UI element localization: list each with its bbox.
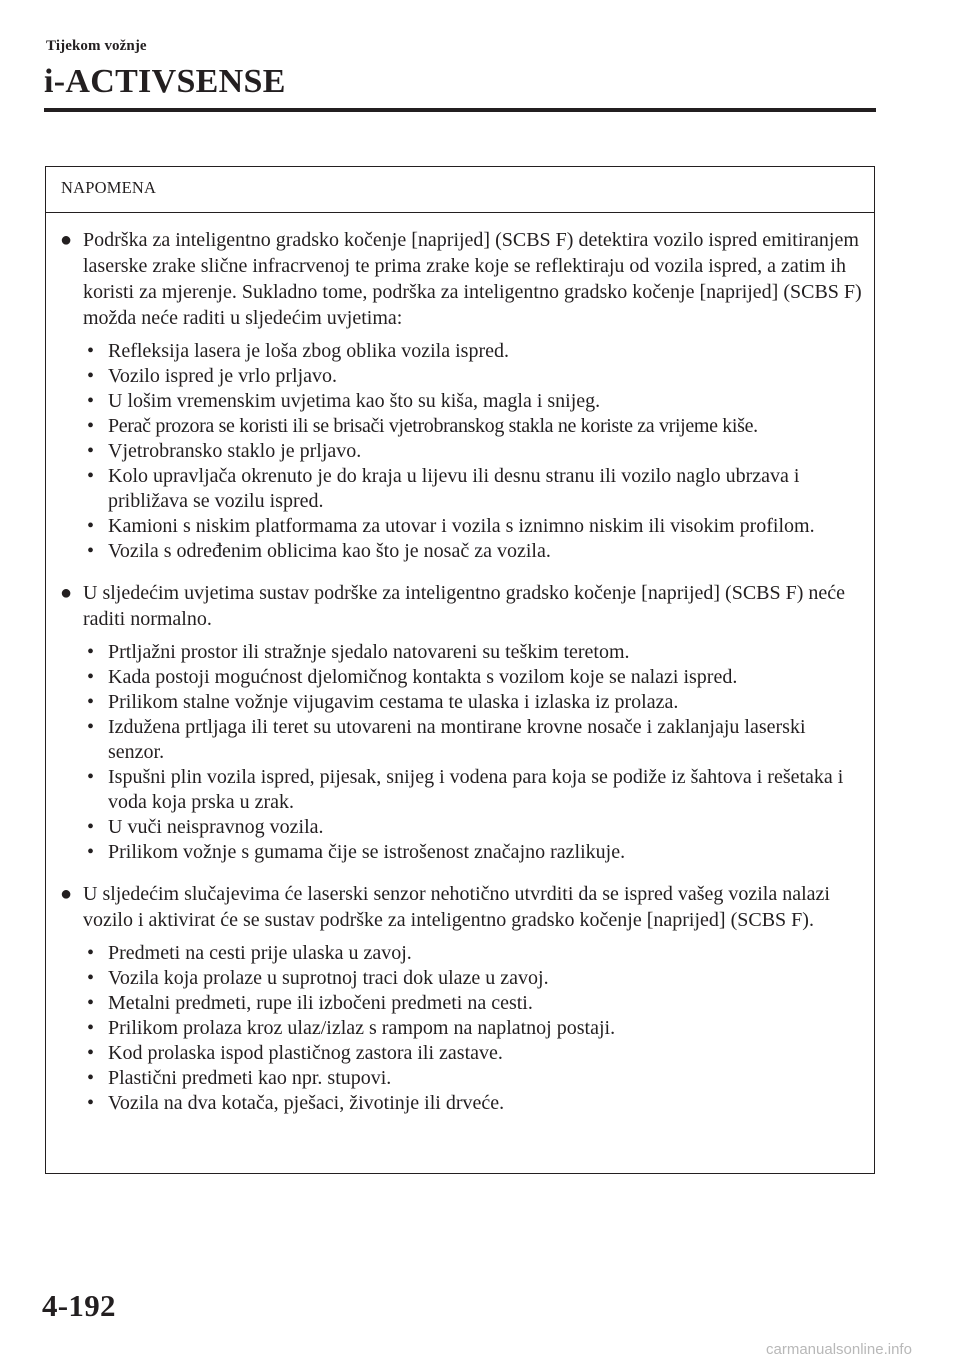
bullet-icon: • <box>87 465 95 487</box>
list-item: • Prilikom prolaza kroz ulaz/izlaz s rampom na naplatnoj postaji. <box>87 1017 616 1039</box>
list-item: • Izdužena prtljaga ili teret su utovareni na montirane krovne nosače i zaklanjaju laserski senzor. <box>87 716 806 763</box>
note-bullet <box>58 881 864 933</box>
list-item: • Ispušni plin vozila ispred, pijesak, snijeg i vodena para koja se podiže iz šahtova i rešetaka i voda koja prska u zrak. <box>87 766 844 813</box>
list-item: • Kamioni s niskim platformama za utovar i vozila s iznimno niskim ili visokim profilom. <box>87 515 815 537</box>
list-item: • U vuči neispravnog vozila. <box>87 816 324 838</box>
bullet-icon: • <box>87 841 95 863</box>
list-item: • Kolo upravljača okrenuto je do kraja u lijevu ili desnu stranu ili vozilo naglo ubrzava i približava se vozilu ispred. <box>87 465 800 512</box>
list-item: • Plastični predmeti kao npr. stupovi. <box>87 1067 392 1089</box>
bullet-icon: • <box>87 967 95 989</box>
note-bullet-text: U sljedećim slučajevima će laserski senzor nehotično utvrditi da se ispred vašeg vozila nalazi vozilo i aktivirat će se sustav podrške za inteligentno gradsko kočenje [naprijed] (SCBS F). <box>83 883 830 931</box>
bullet-icon: • <box>87 1042 95 1064</box>
bullet-icon: • <box>87 515 95 537</box>
bullet-icon: • <box>87 365 95 387</box>
list-item: • Vozila koja prolaze u suprotnoj traci dok ulaze u zavoj. <box>87 967 549 989</box>
bullet-icon: • <box>87 1092 95 1114</box>
bullet-icon: • <box>87 340 95 362</box>
page-number: 4-192 <box>42 1288 116 1323</box>
watermark: carmanualsonline.info <box>766 1341 912 1358</box>
bullet-icon: • <box>87 641 95 663</box>
bullet-icon: • <box>87 415 94 437</box>
bullet-icon: • <box>87 1067 95 1089</box>
title-divider <box>44 108 876 112</box>
bullet-icon: • <box>87 666 95 688</box>
bullet-dot-icon: ● <box>60 229 73 251</box>
list-item: • Metalni predmeti, rupe ili izbočeni predmeti na cesti. <box>87 992 533 1014</box>
list-item: • Prtljažni prostor ili stražnje sjedalo natovareni su teškim teretom. <box>87 641 630 663</box>
note-bullet-text: U sljedećim uvjetima sustav podrške za inteligentno gradsko kočenje [naprijed] (SCBS F) neće raditi normalno. <box>83 582 846 630</box>
bullet-icon: • <box>87 766 95 788</box>
list-item: • Vjetrobransko staklo je prljavo. <box>87 440 362 462</box>
list-item: • Prilikom vožnje s gumama čije se istrošenost značajno razlikuje. <box>87 841 626 863</box>
note-bullet-text: Podrška za inteligentno gradsko kočenje [naprijed] (SCBS F) detektira vozilo ispred emitiranjem laserske zrake slične infracrvenoj te prima zrake koje se reflektiraju od vozila ispred, a zatim ih koristi za mjerenje. Sukladno tome, podrška za inteligentno gradsko kočenje [naprijed] (SCBS F) možda neće raditi u sljedećim uvjetima: <box>83 229 862 329</box>
list-item: • Perač prozora se koristi ili se brisači vjetrobranskog stakla ne koriste za vrijeme kiše. <box>87 415 758 437</box>
list-item: • Predmeti na cesti prije ulaska u zavoj. <box>87 942 412 964</box>
bullet-dot-icon: ● <box>60 883 73 905</box>
bullet-icon: • <box>87 1017 95 1039</box>
list-item: • Vozila na dva kotača, pješaci, životinje ili drveće. <box>87 1092 505 1114</box>
condition-list <box>87 941 864 1116</box>
bullet-icon: • <box>87 942 95 964</box>
bullet-icon: • <box>87 390 95 412</box>
note-title: NAPOMENA <box>46 167 874 213</box>
list-item: • Kod prolaska ispod plastičnog zastora ili zastave. <box>87 1042 503 1064</box>
bullet-icon: • <box>87 992 95 1014</box>
bullet-dot-icon: ● <box>60 582 73 604</box>
list-item: • Refleksija lasera je loša zbog oblika vozila ispred. <box>87 340 509 362</box>
note-box <box>45 166 875 1174</box>
condition-list <box>87 640 864 865</box>
bullet-icon: • <box>87 716 95 738</box>
bullet-icon: • <box>87 540 95 562</box>
list-item: • Vozila s određenim oblicima kao što je nosač za vozila. <box>87 540 551 562</box>
chapter-title: i-ACTIVSENSE <box>44 63 286 100</box>
bullet-icon: • <box>87 816 95 838</box>
list-item: • Vozilo ispred je vrlo prljavo. <box>87 365 338 387</box>
condition-list <box>87 339 864 564</box>
list-item: • Kada postoji mogućnost djelomičnog kontakta s vozilom koje se nalazi ispred. <box>87 666 738 688</box>
bullet-icon: • <box>87 440 95 462</box>
note-bullet <box>58 227 864 331</box>
list-item: • U lošim vremenskim uvjetima kao što su kiša, magla i snijeg. <box>87 390 601 412</box>
bullet-icon: • <box>87 691 95 713</box>
note-bullet <box>58 580 864 632</box>
note-body <box>46 213 874 1116</box>
list-item: • Prilikom stalne vožnje vijugavim cestama te ulaska i izlaska iz prolaza. <box>87 691 679 713</box>
section-label: Tijekom vožnje <box>46 38 147 54</box>
